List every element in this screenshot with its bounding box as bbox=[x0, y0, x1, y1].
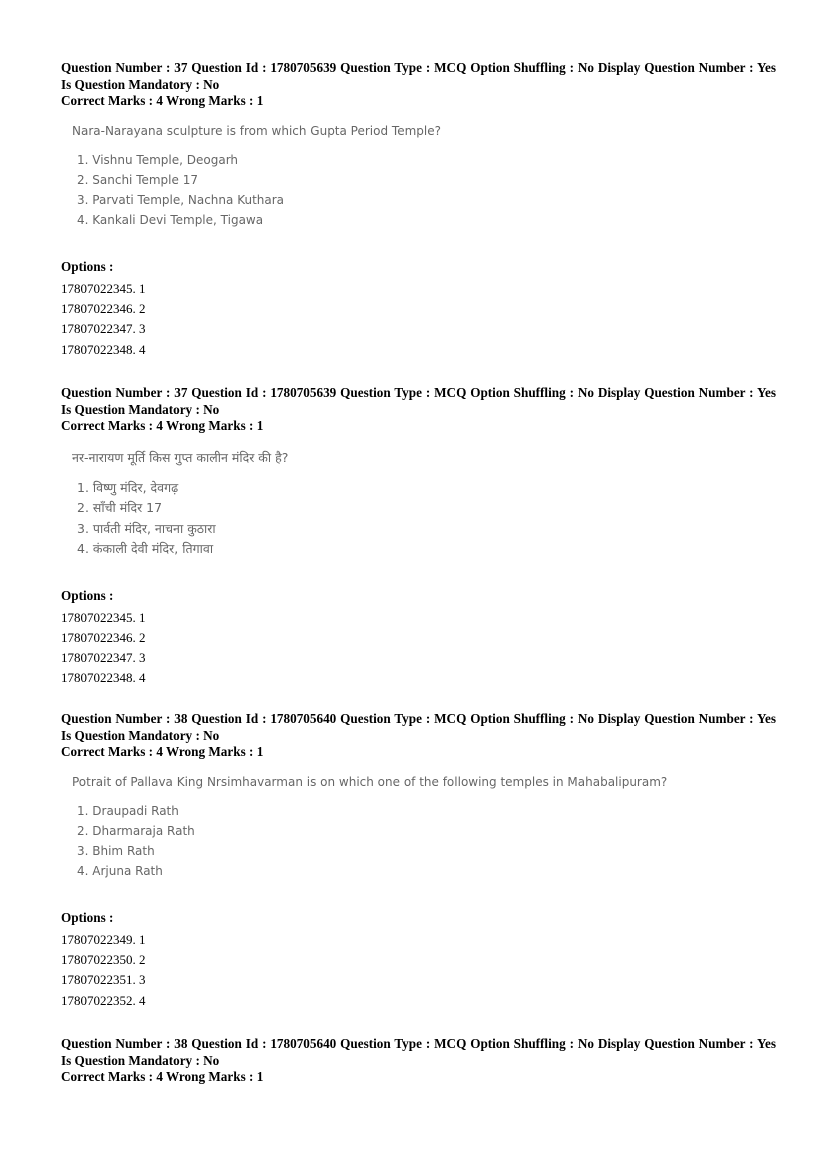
question-meta-line: Question Number : 38 Question Id : 1780705640 Question Type : MCQ Option Shuffling : No Display Question Number : Yes bbox=[61, 1036, 776, 1051]
choice-item: 1. विष्णु मंदिर, देवगढ़ bbox=[77, 479, 179, 495]
choice-list bbox=[72, 150, 776, 231]
question-image bbox=[72, 449, 776, 560]
choice-item: 1. Vishnu Temple, Deogarh bbox=[77, 152, 239, 167]
option-item: 17807022348. 4 bbox=[61, 341, 146, 357]
choice-item: 4. कंकाली देवी मंदिर, तिगावा bbox=[77, 541, 214, 556]
question-meta bbox=[61, 385, 776, 435]
options-heading: Options : bbox=[61, 258, 114, 274]
question-text: Potrait of Pallava King Nrsimhavarman is on which one of the following temples in Mahabalipuram? bbox=[72, 774, 668, 789]
question-image bbox=[72, 124, 776, 231]
choice-list bbox=[72, 801, 776, 882]
question-block-4 bbox=[61, 1036, 776, 1086]
options-heading: Options : bbox=[61, 909, 114, 925]
mandatory-line: Is Question Mandatory : No bbox=[61, 727, 220, 743]
question-text: Nara-Narayana sculpture is from which Gupta Period Temple? bbox=[72, 123, 441, 138]
choice-item: 2. Sanchi Temple 17 bbox=[77, 172, 198, 187]
choice-item: 4. Arjuna Rath bbox=[77, 864, 163, 879]
mandatory-line: Is Question Mandatory : No bbox=[61, 401, 220, 417]
option-item: 17807022345. 1 bbox=[61, 609, 146, 625]
question-block-3 bbox=[61, 711, 776, 1011]
option-item: 17807022347. 3 bbox=[61, 650, 146, 666]
mandatory-line: Is Question Mandatory : No bbox=[61, 76, 220, 92]
choice-list bbox=[72, 478, 776, 560]
choice-item: 2. Dharmaraja Rath bbox=[77, 823, 195, 838]
question-block-1 bbox=[61, 60, 776, 360]
mandatory-line: Is Question Mandatory : No bbox=[61, 1052, 220, 1068]
option-item: 17807022347. 3 bbox=[61, 321, 146, 337]
question-block-2 bbox=[61, 385, 776, 689]
question-image bbox=[72, 775, 776, 882]
question-meta bbox=[61, 60, 776, 110]
marks-line: Correct Marks : 4 Wrong Marks : 1 bbox=[61, 1069, 264, 1084]
option-item: 17807022346. 2 bbox=[61, 629, 146, 645]
option-item: 17807022350. 2 bbox=[61, 951, 146, 967]
question-meta-line: Question Number : 37 Question Id : 1780705639 Question Type : MCQ Option Shuffling : No Display Question Number : Yes bbox=[61, 60, 776, 75]
question-meta bbox=[61, 1036, 776, 1086]
option-item: 17807022345. 1 bbox=[61, 280, 146, 296]
option-item: 17807022351. 3 bbox=[61, 972, 146, 988]
marks-line: Correct Marks : 4 Wrong Marks : 1 bbox=[61, 744, 264, 759]
question-meta-line: Question Number : 37 Question Id : 1780705639 Question Type : MCQ Option Shuffling : No Display Question Number : Yes bbox=[61, 385, 776, 400]
option-item: 17807022349. 1 bbox=[61, 931, 146, 947]
choice-item: 3. Bhim Rath bbox=[77, 844, 155, 859]
marks-line: Correct Marks : 4 Wrong Marks : 1 bbox=[61, 418, 264, 433]
question-meta-line: Question Number : 38 Question Id : 1780705640 Question Type : MCQ Option Shuffling : No Display Question Number : Yes bbox=[61, 711, 776, 726]
question-text: नर-नारायण मूर्ति किस गुप्त कालीन मंदिर की है? bbox=[72, 449, 289, 465]
options-list bbox=[61, 930, 776, 1011]
choice-item: 3. पार्वती मंदिर, नाचना कुठारा bbox=[77, 520, 216, 536]
option-item: 17807022346. 2 bbox=[61, 300, 146, 316]
choice-item: 3. Parvati Temple, Nachna Kuthara bbox=[77, 193, 285, 208]
choice-item: 2. साँची मंदिर 17 bbox=[77, 500, 163, 515]
marks-line: Correct Marks : 4 Wrong Marks : 1 bbox=[61, 93, 264, 108]
options-list bbox=[61, 279, 776, 360]
question-meta bbox=[61, 711, 776, 761]
options-list bbox=[61, 608, 776, 689]
options-heading: Options : bbox=[61, 587, 114, 603]
option-item: 17807022352. 4 bbox=[61, 992, 146, 1008]
choice-item: 1. Draupadi Rath bbox=[77, 803, 179, 818]
option-item: 17807022348. 4 bbox=[61, 670, 146, 686]
choice-item: 4. Kankali Devi Temple, Tigawa bbox=[77, 213, 264, 228]
